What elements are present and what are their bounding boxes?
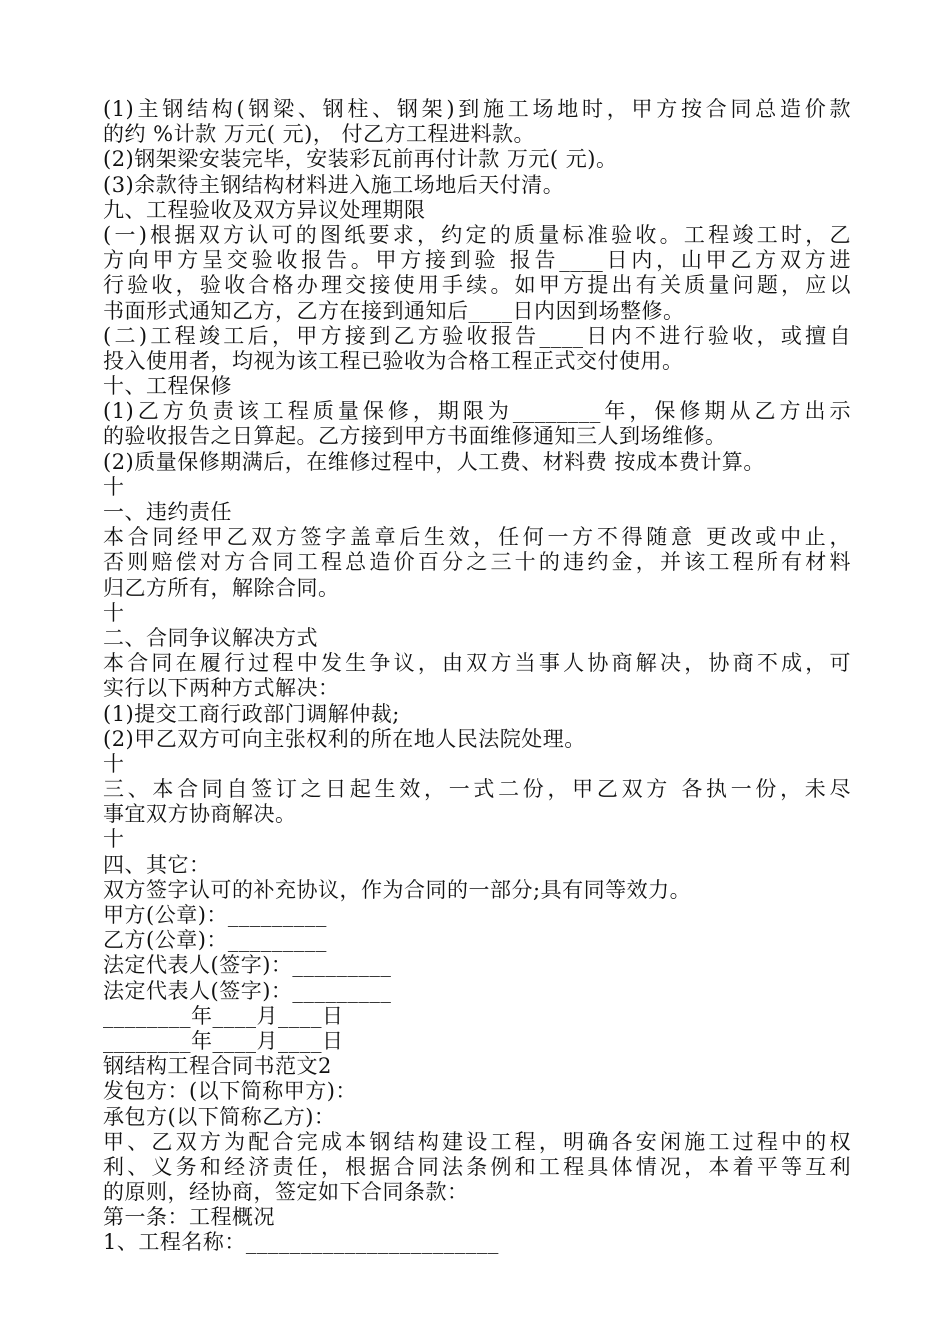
text-line: 二、合同争议解决方式	[103, 625, 318, 650]
text-line: 十	[103, 751, 125, 776]
text-line: (二)工程竣工后，甲方接到乙方验收报告____日内不进行验收，或擅自	[103, 323, 851, 348]
text-line: (2)甲乙双方可向主张权利的所在地人民法院处理。	[103, 726, 586, 751]
text-line: 否则赔偿对方合同工程总造价百分之三十的违约金，并该工程所有材料	[103, 550, 851, 575]
text-line: (1)主钢结构(钢梁、钢柱、钢架)到施工场地时，甲方按合同总造价款	[103, 97, 851, 121]
text-line: 十	[103, 600, 125, 625]
document-page	[103, 97, 851, 1256]
text-line: 利、义务和经济责任，根据合同法条例和工程具体情况，本着平等互利	[103, 1154, 851, 1179]
text-line: (2)质量保修期满后，在维修过程中，人工费、材料费 按成本费计算。	[103, 449, 765, 474]
text-line: 十	[103, 827, 125, 852]
text-line: 双方签字认可的补充协议，作为合同的一部分;具有同等效力。	[103, 877, 692, 902]
text-line: 第一条：工程概况	[103, 1205, 275, 1230]
text-line: 的约 %计款 万元( 元)， 付乙方工程进料款。	[103, 122, 536, 147]
text-line: 的验收报告之日算起。乙方接到甲方书面维修通知三人到场维修。	[103, 424, 727, 449]
text-line: 事宜双方协商解决。	[103, 802, 297, 827]
text-line: 本合同经甲乙双方签字盖章后生效，任何一方不得随意 更改或中止，	[103, 525, 851, 550]
text-line: ________年____月____日	[103, 1028, 344, 1053]
text-line: (一)根据双方认可的图纸要求，约定的质量标准验收。工程竣工时，乙	[103, 222, 851, 247]
text-line: (2)钢架梁安装完毕，安装彩瓦前再付计款 万元( 元)。	[103, 147, 618, 172]
text-line: 乙方(公章)：_________	[103, 928, 327, 953]
text-line: 甲方(公章)：_________	[103, 903, 327, 927]
text-line: 四、其它：	[103, 852, 211, 877]
text-line: 三、本合同自签订之日起生效，一式二份，甲乙双方 各执一份，未尽	[103, 777, 851, 802]
text-line: 的原则，经协商，签定如下合同条款：	[103, 1180, 469, 1205]
text-line: 一、违约责任	[103, 500, 232, 524]
text-line: 九、工程验收及双方异议处理期限	[103, 197, 426, 222]
text-line: 本合同在履行过程中发生争议，由双方当事人协商解决，协商不成，可	[103, 651, 851, 676]
text-line: 十	[103, 474, 125, 499]
text-line: 法定代表人(签字)：_________	[103, 953, 392, 978]
text-line: 行验收，验收合格办理交接使用手续。如甲方提出有关质量问题，应以	[103, 273, 851, 298]
text-line: 钢结构工程合同书范文2	[103, 1054, 332, 1079]
text-line: 法定代表人(签字)：_________	[103, 978, 392, 1003]
text-line: (1)乙方负责该工程质量保修，期限为________年，保修期从乙方出示	[103, 399, 851, 424]
text-line: (3)余款待主钢结构材料进入施工场地后天付清。	[103, 172, 565, 197]
text-line: 发包方：(以下简称甲方)：	[103, 1079, 357, 1104]
text-line: 甲、乙双方为配合完成本钢结构建设工程，明确各安闲施工过程中的权	[103, 1129, 851, 1154]
text-line: 1、工程名称：_______________________	[103, 1230, 499, 1255]
text-line: 方向甲方呈交验收报告。甲方接到验 报告____日内，山甲乙方双方进	[103, 248, 851, 273]
text-line: (1)提交工商行政部门调解仲裁;	[103, 701, 400, 726]
text-line: 实行以下两种方式解决：	[103, 676, 340, 701]
text-line: 十、工程保修	[103, 374, 232, 399]
text-line: 书面形式通知乙方，乙方在接到通知后____日内因到场整修。	[103, 298, 685, 323]
text-line: 承包方(以下简称乙方)：	[103, 1104, 336, 1129]
text-line: 归乙方所有，解除合同。	[103, 575, 340, 600]
text-line: ________年____月____日	[103, 1003, 344, 1028]
text-line: 投入使用者，均视为该工程已验收为合格工程正式交付使用。	[103, 348, 684, 373]
